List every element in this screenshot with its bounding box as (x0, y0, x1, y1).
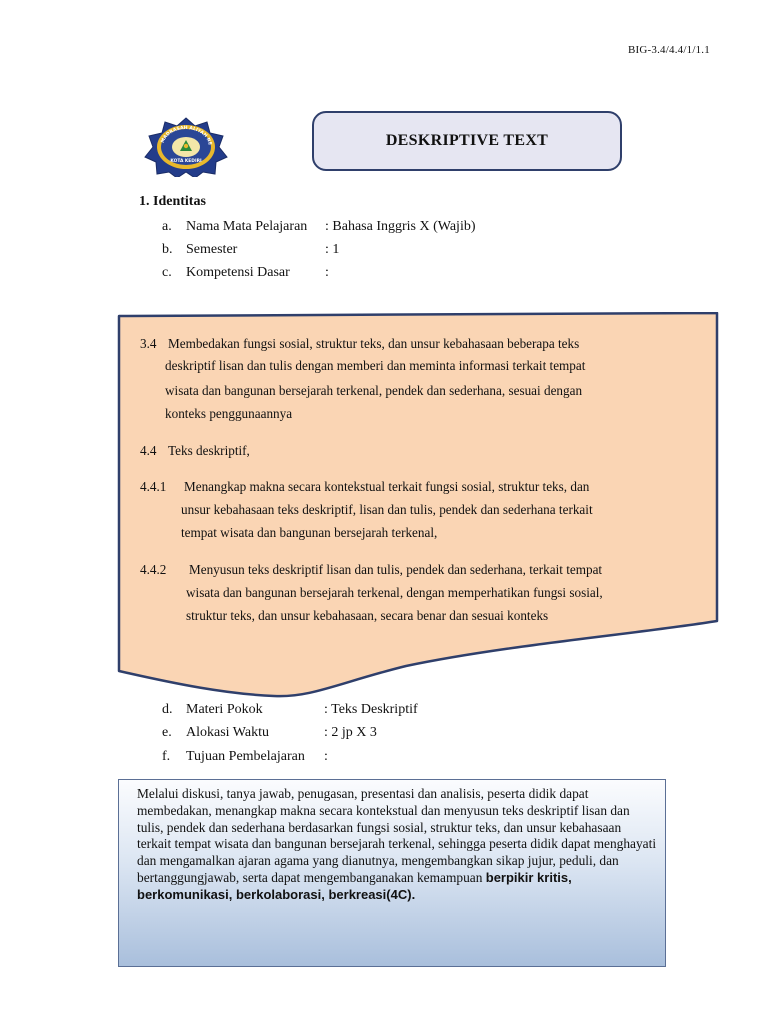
row-label: Kompetensi Dasar (186, 265, 290, 280)
kd-3-4-line: Membedakan fungsi sosial, struktur teks, dan unsur kebahasaan beberapa teks (168, 336, 580, 351)
kd-3-4-number: 3.4 (140, 336, 157, 351)
row-letter: c. (162, 265, 172, 280)
school-logo (141, 117, 231, 177)
kd-4-4-1-number: 4.4.1 (140, 479, 167, 494)
svg-text:KOTA KEDIRI: KOTA KEDIRI (170, 159, 202, 164)
row-value: : (324, 749, 328, 764)
row-letter: e. (162, 725, 172, 740)
page-title: DESKRIPTIVE TEXT (385, 132, 549, 149)
kd-4-4-text: Teks deskriptif, (168, 443, 250, 458)
row-value: : 2 jp X 3 (324, 725, 377, 740)
learning-goal-box (118, 779, 666, 967)
learning-goal-body: Melalui diskusi, tanya jawab, penugasan, presentasi dan analisis, peserta didik dapat membedakan, menangkap makna secara kontekstual dan menyusun teks deskriptif lisan dan tulis, pendek dan sederhana berdasarkan fungsi sosial, struktur teks, dan unsur kebahasaan terkait tempat wisata dan bangunan bersejarah terkenal, sehingga peserta didik dapat menghayati dan mengamalkan ajaran agama yang dianutnya, mengembangkan sikap jujur, peduli, dan bertanggungjawab, serta dapat mengembanganakan kemampuan (137, 786, 657, 885)
document-code: BIG-3.4/4.4/1/1.1 (628, 44, 710, 56)
row-label: Tujuan Pembelajaran (186, 749, 305, 764)
row-label: Alokasi Waktu (186, 725, 269, 740)
kd-3-4-line: deskriptif lisan dan tulis dengan memberi dan meminta informasi terkait tempat (165, 358, 586, 373)
row-value: : (325, 265, 329, 280)
row-letter: f. (162, 749, 171, 764)
kd-3-4-line: konteks penggunaannya (165, 406, 293, 421)
svg-text:MADRASAH ALIYAH NEGERI: MADRASAH ALIYAH NE (160, 125, 212, 146)
kd-4-4-2-line: Menyusun teks deskriptif lisan dan tulis, pendek dan sederhana, terkait tempat (189, 562, 603, 577)
row-label: Nama Mata Pelajaran (186, 219, 308, 234)
learning-goal-text (137, 786, 657, 904)
row-label: Materi Pokok (186, 702, 263, 717)
row-letter: a. (162, 219, 172, 234)
kd-4-4-1-line: unsur kebahasaan teks deskriptif, lisan dan tulis, pendek dan sederhana terkait (181, 502, 593, 517)
kd-3-4-line: wisata dan bangunan bersejarah terkenal, pendek dan sederhana, sesuai dengan (165, 383, 583, 398)
row-value: : 1 (325, 242, 340, 257)
learning-goal-4c: berpikir kritis, berkomunikasi, berkolaborasi, berkreasi(4C) (137, 869, 572, 902)
row-letter: d. (162, 702, 173, 717)
learning-goal-end: . (411, 886, 416, 902)
row-value: : Teks Deskriptif (324, 702, 418, 717)
kd-4-4-number: 4.4 (140, 443, 157, 458)
kd-4-4-1-line: tempat wisata dan bangunan bersejarah terkenal, (181, 525, 438, 540)
kd-4-4-2-line: struktur teks, dan unsur kebahasaan, secara benar dan sesuai konteks (186, 608, 549, 623)
kd-4-4-2-number: 4.4.2 (140, 562, 167, 577)
row-label: Semester (186, 242, 238, 257)
title-box (312, 111, 622, 171)
kd-4-4-2-line: wisata dan bangunan bersejarah terkenal, dengan memperhatikan fungsi sosial, (186, 585, 603, 600)
identity-heading: 1. Identitas (139, 194, 206, 209)
row-value: : Bahasa Inggris X (Wajib) (325, 219, 476, 234)
kd-4-4-1-line: Menangkap makna secara kontekstual terkait fungsi sosial, struktur teks, dan (184, 479, 590, 494)
row-letter: b. (162, 242, 173, 257)
